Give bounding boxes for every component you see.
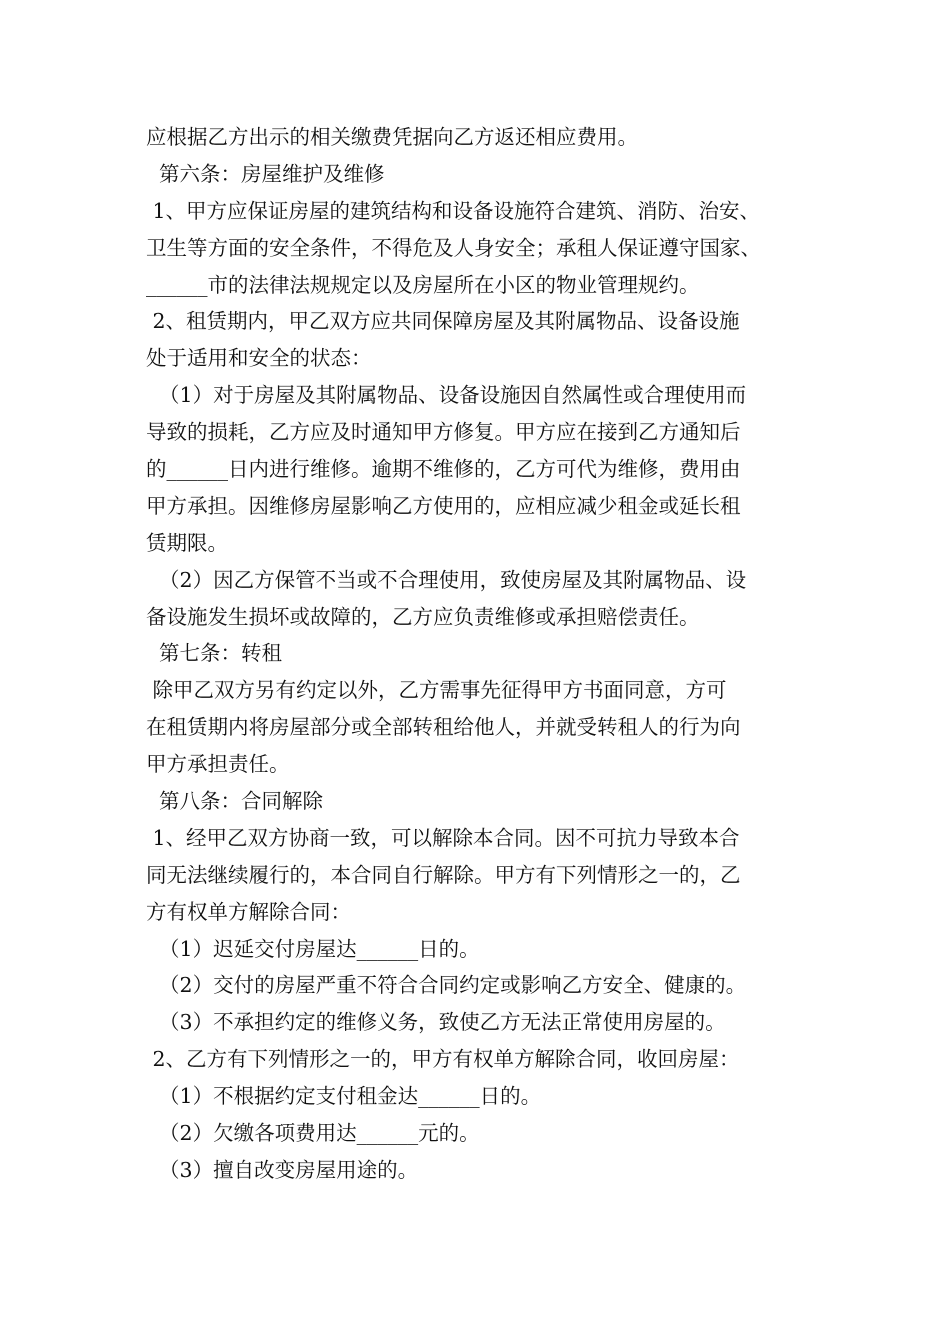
list-item: （2）交付的房屋严重不符合合同约定或影响乙方安全、健康的。 bbox=[146, 973, 747, 998]
text-line: 除甲乙双方另有约定以外，乙方需事先征得甲方书面同意，方可 bbox=[146, 678, 727, 703]
document-body bbox=[146, 119, 818, 1189]
text-line: ______市的法律法规规定以及房屋所在小区的物业管理规约。 bbox=[146, 272, 700, 297]
list-item: （3）擅自改变房屋用途的。 bbox=[146, 1157, 419, 1182]
text-line: 同无法继续履行的，本合同自行解除。甲方有下列情形之一的，乙 bbox=[146, 862, 741, 887]
section-heading-6: 第六条：房屋维护及维修 bbox=[146, 161, 385, 186]
text-line: （2）因乙方保管不当或不合理使用，致使房屋及其附属物品、设 bbox=[146, 567, 747, 592]
text-line: 赁期限。 bbox=[146, 530, 228, 555]
text-line: 1、甲方应保证房屋的建筑结构和设备设施符合建筑、消防、治安、 bbox=[146, 198, 761, 223]
list-item: （1）不根据约定支付租金达______日的。 bbox=[146, 1084, 542, 1109]
text-line: 的______日内进行维修。逾期不维修的，乙方可代为维修，费用由 bbox=[146, 457, 741, 482]
text-line: 应根据乙方出示的相关缴费凭据向乙方返还相应费用。 bbox=[146, 125, 638, 149]
text-line: 方有权单方解除合同： bbox=[146, 899, 351, 924]
text-line: 处于适用和安全的状态： bbox=[146, 346, 372, 371]
text-line: 甲方承担责任。 bbox=[146, 752, 290, 777]
text-line: 甲方承担。因维修房屋影响乙方使用的，应相应减少租金或延长租 bbox=[146, 493, 741, 518]
section-heading-7: 第七条：转租 bbox=[146, 641, 283, 666]
list-item: （3）不承担约定的维修义务，致使乙方无法正常使用房屋的。 bbox=[146, 1010, 726, 1035]
text-line: 备设施发生损坏或故障的，乙方应负责维修或承担赔偿责任。 bbox=[146, 604, 700, 629]
text-line: 2、租赁期内，甲乙双方应共同保障房屋及其附属物品、设备设施 bbox=[146, 309, 740, 334]
text-line: 2、乙方有下列情形之一的，甲方有权单方解除合同，收回房屋： bbox=[146, 1047, 740, 1072]
text-line: 1、经甲乙双方协商一致，可以解除本合同。因不可抗力导致本合 bbox=[146, 825, 740, 850]
text-line: 导致的损耗，乙方应及时通知甲方修复。甲方应在接到乙方通知后 bbox=[146, 420, 741, 445]
list-item: （1）迟延交付房屋达______日的。 bbox=[146, 936, 480, 961]
list-item: （2）欠缴各项费用达______元的。 bbox=[146, 1121, 480, 1146]
text-line: 卫生等方面的安全条件，不得危及人身安全；承租人保证遵守国家、 bbox=[146, 235, 761, 260]
section-heading-8: 第八条：合同解除 bbox=[146, 789, 324, 814]
text-line: 在租赁期内将房屋部分或全部转租给他人，并就受转租人的行为向 bbox=[146, 715, 741, 740]
text-line: （1）对于房屋及其附属物品、设备设施因自然属性或合理使用而 bbox=[146, 383, 747, 408]
